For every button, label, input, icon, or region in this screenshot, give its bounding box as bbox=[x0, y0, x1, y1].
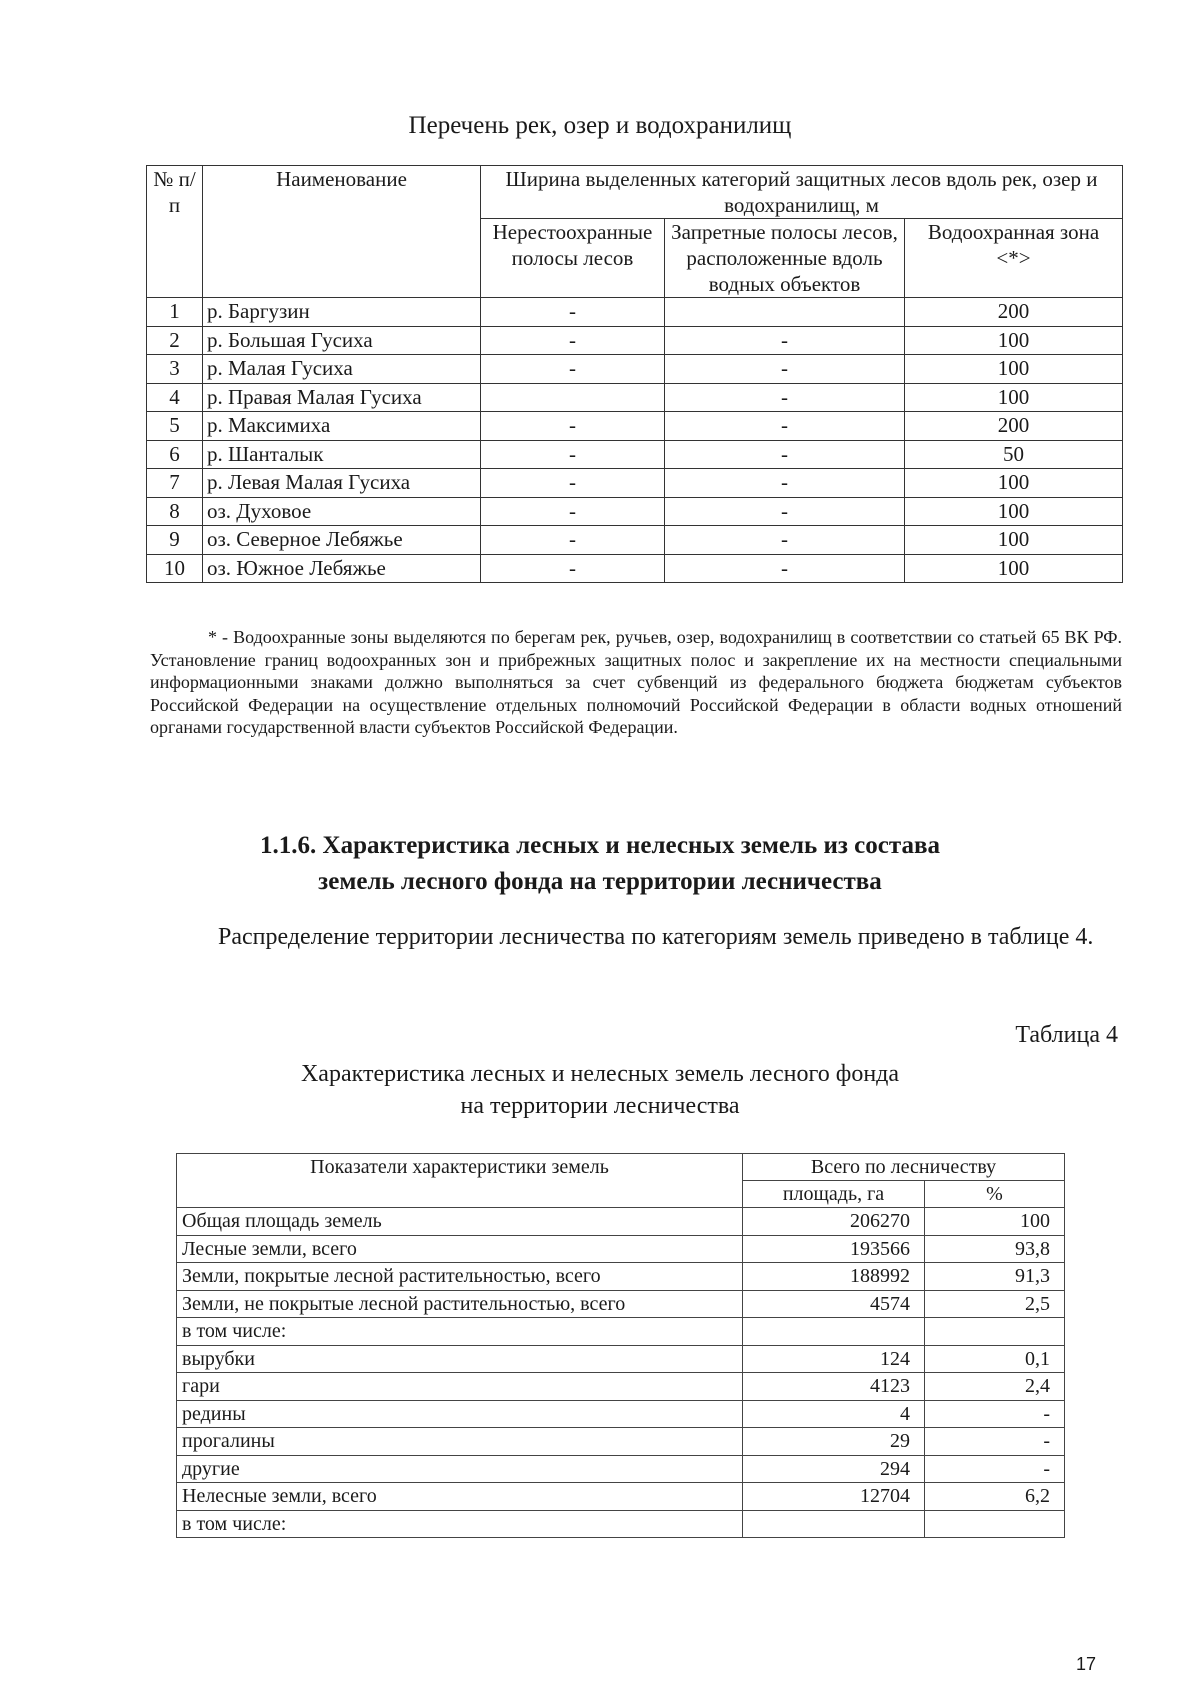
paragraph-text: Распределение территории лесничества по категориям земель приведено в таблице 4. bbox=[218, 924, 1094, 950]
row-num: 9 bbox=[147, 526, 203, 555]
header-pct: % bbox=[925, 1181, 1065, 1208]
row-forbidden: - bbox=[665, 497, 905, 526]
lands-table bbox=[176, 1153, 1065, 1538]
header-area: площадь, га bbox=[743, 1181, 925, 1208]
row-area: 29 bbox=[743, 1428, 925, 1456]
row-pct: 6,2 bbox=[925, 1483, 1065, 1511]
row-pct: 93,8 bbox=[925, 1235, 1065, 1263]
table-row bbox=[147, 326, 1123, 355]
table-row bbox=[147, 355, 1123, 384]
row-area: 4 bbox=[743, 1400, 925, 1428]
row-indicator: прогалины bbox=[177, 1428, 743, 1456]
row-area: 188992 bbox=[743, 1263, 925, 1291]
row-forbidden: - bbox=[665, 554, 905, 583]
table-row bbox=[147, 469, 1123, 498]
table-row bbox=[177, 1318, 1065, 1346]
row-pct: - bbox=[925, 1428, 1065, 1456]
row-num: 5 bbox=[147, 412, 203, 441]
row-water-zone: 200 bbox=[905, 298, 1123, 327]
table-row bbox=[147, 526, 1123, 555]
table-row bbox=[177, 1428, 1065, 1456]
header-total: Всего по лесничеству bbox=[743, 1154, 1065, 1181]
row-forbidden: - bbox=[665, 355, 905, 384]
header-name: Наименование bbox=[203, 166, 481, 298]
row-indicator: вырубки bbox=[177, 1345, 743, 1373]
row-indicator: Лесные земли, всего bbox=[177, 1235, 743, 1263]
table-row bbox=[177, 1208, 1065, 1236]
table-label: Таблица 4 bbox=[1015, 1022, 1118, 1048]
header-indicator: Показатели характеристики земель bbox=[177, 1154, 743, 1208]
row-name: оз. Южное Лебяжье bbox=[203, 554, 481, 583]
table-row bbox=[177, 1400, 1065, 1428]
table-row bbox=[177, 1455, 1065, 1483]
row-name: р. Баргузин bbox=[203, 298, 481, 327]
row-forbidden: - bbox=[665, 526, 905, 555]
row-spawning: - bbox=[481, 355, 665, 384]
row-area bbox=[743, 1510, 925, 1538]
body-paragraph bbox=[146, 922, 1118, 952]
page-number: 17 bbox=[1076, 1654, 1097, 1674]
row-pct: 2,5 bbox=[925, 1290, 1065, 1318]
row-indicator: другие bbox=[177, 1455, 743, 1483]
row-area: 294 bbox=[743, 1455, 925, 1483]
row-forbidden: - bbox=[665, 326, 905, 355]
row-pct: 100 bbox=[925, 1208, 1065, 1236]
row-water-zone: 100 bbox=[905, 554, 1123, 583]
lands-title-line1: Характеристика лесных и нелесных земель лесного фонда bbox=[300, 1061, 900, 1087]
row-forbidden: - bbox=[665, 440, 905, 469]
row-water-zone: 50 bbox=[905, 440, 1123, 469]
header-width-group: Ширина выделенных категорий защитных лесов вдоль рек, озер и водохранилищ, м bbox=[481, 166, 1123, 219]
row-num: 7 bbox=[147, 469, 203, 498]
row-spawning: - bbox=[481, 554, 665, 583]
footnote-text: * - Водоохранные зоны выделяются по берегам рек, ручьев, озер, водохранилищ в соответствии со статьей 65 ВК РФ. Установление границ водоохранных зон и прибрежных защитных полос и закрепление их на местности специальными информационными знаками должно выполняться за счет субвенций из федерального бюджета бюджетам субъектов Российской Федерации на осуществление отдельных полномочий Российской Федерации в области водных отношений органами государственной власти субъектов Российской Федерации. bbox=[150, 627, 1122, 737]
row-water-zone: 200 bbox=[905, 412, 1123, 441]
header-water-zone: Водоохранная зона <*> bbox=[905, 219, 1123, 298]
row-name: р. Большая Гусиха bbox=[203, 326, 481, 355]
row-name: р. Шанталык bbox=[203, 440, 481, 469]
row-indicator: Земли, покрытые лесной растительностью, всего bbox=[177, 1263, 743, 1291]
row-pct: 0,1 bbox=[925, 1345, 1065, 1373]
row-indicator: Нелесные земли, всего bbox=[177, 1483, 743, 1511]
table-row bbox=[177, 1235, 1065, 1263]
row-name: оз. Северное Лебяжье bbox=[203, 526, 481, 555]
row-water-zone: 100 bbox=[905, 469, 1123, 498]
table-row bbox=[147, 383, 1123, 412]
row-indicator: Земли, не покрытые лесной растительностью, всего bbox=[177, 1290, 743, 1318]
row-num: 10 bbox=[147, 554, 203, 583]
row-spawning: - bbox=[481, 440, 665, 469]
row-forbidden bbox=[665, 298, 905, 327]
row-spawning: - bbox=[481, 412, 665, 441]
section-heading-line1: 1.1.6. Характеристика лесных и нелесных земель из состава bbox=[260, 832, 940, 859]
water-zone-footnote bbox=[150, 626, 1122, 739]
row-num: 3 bbox=[147, 355, 203, 384]
header-spawning: Нерестоохранные полосы лесов bbox=[481, 219, 665, 298]
row-spawning: - bbox=[481, 326, 665, 355]
row-area bbox=[743, 1318, 925, 1346]
row-area: 193566 bbox=[743, 1235, 925, 1263]
row-spawning: - bbox=[481, 526, 665, 555]
row-num: 6 bbox=[147, 440, 203, 469]
row-num: 1 bbox=[147, 298, 203, 327]
row-water-zone: 100 bbox=[905, 383, 1123, 412]
table-row bbox=[177, 1290, 1065, 1318]
row-indicator: в том числе: bbox=[177, 1318, 743, 1346]
row-spawning: - bbox=[481, 469, 665, 498]
row-pct: 91,3 bbox=[925, 1263, 1065, 1291]
rivers-table-title: Перечень рек, озер и водохранилищ bbox=[408, 112, 792, 139]
lands-title-line2: на территории лесничества bbox=[460, 1093, 740, 1119]
table-row bbox=[177, 1483, 1065, 1511]
row-water-zone: 100 bbox=[905, 355, 1123, 384]
row-indicator: гари bbox=[177, 1373, 743, 1401]
table-row bbox=[147, 497, 1123, 526]
header-forbidden: Запретные полосы лесов, расположенные вдоль водных объектов bbox=[665, 219, 905, 298]
table-row bbox=[177, 1373, 1065, 1401]
row-name: р. Максимиха bbox=[203, 412, 481, 441]
table-row bbox=[177, 1510, 1065, 1538]
table-row bbox=[147, 412, 1123, 441]
row-spawning bbox=[481, 383, 665, 412]
row-spawning: - bbox=[481, 298, 665, 327]
row-num: 2 bbox=[147, 326, 203, 355]
row-spawning: - bbox=[481, 497, 665, 526]
rivers-table bbox=[146, 165, 1123, 583]
table-row bbox=[147, 298, 1123, 327]
row-name: р. Правая Малая Гусиха bbox=[203, 383, 481, 412]
row-area: 206270 bbox=[743, 1208, 925, 1236]
row-pct: 2,4 bbox=[925, 1373, 1065, 1401]
row-forbidden: - bbox=[665, 412, 905, 441]
row-water-zone: 100 bbox=[905, 526, 1123, 555]
row-area: 12704 bbox=[743, 1483, 925, 1511]
row-pct: - bbox=[925, 1400, 1065, 1428]
section-heading-line2: земель лесного фонда на территории лесничества bbox=[318, 868, 882, 895]
row-name: р. Малая Гусиха bbox=[203, 355, 481, 384]
row-pct: - bbox=[925, 1455, 1065, 1483]
row-area: 4123 bbox=[743, 1373, 925, 1401]
row-water-zone: 100 bbox=[905, 326, 1123, 355]
table-row bbox=[147, 440, 1123, 469]
row-forbidden: - bbox=[665, 383, 905, 412]
row-num: 8 bbox=[147, 497, 203, 526]
row-pct bbox=[925, 1318, 1065, 1346]
section-heading bbox=[0, 828, 1200, 900]
row-indicator: Общая площадь земель bbox=[177, 1208, 743, 1236]
table-row bbox=[147, 554, 1123, 583]
header-num: № п/п bbox=[147, 166, 203, 298]
table-row bbox=[177, 1345, 1065, 1373]
row-name: оз. Духовое bbox=[203, 497, 481, 526]
row-name: р. Левая Малая Гусиха bbox=[203, 469, 481, 498]
row-num: 4 bbox=[147, 383, 203, 412]
row-indicator: в том числе: bbox=[177, 1510, 743, 1538]
row-indicator: редины bbox=[177, 1400, 743, 1428]
row-pct bbox=[925, 1510, 1065, 1538]
row-forbidden: - bbox=[665, 469, 905, 498]
row-area: 124 bbox=[743, 1345, 925, 1373]
table-row bbox=[177, 1263, 1065, 1291]
row-water-zone: 100 bbox=[905, 497, 1123, 526]
lands-table-title bbox=[0, 1058, 1200, 1122]
row-area: 4574 bbox=[743, 1290, 925, 1318]
